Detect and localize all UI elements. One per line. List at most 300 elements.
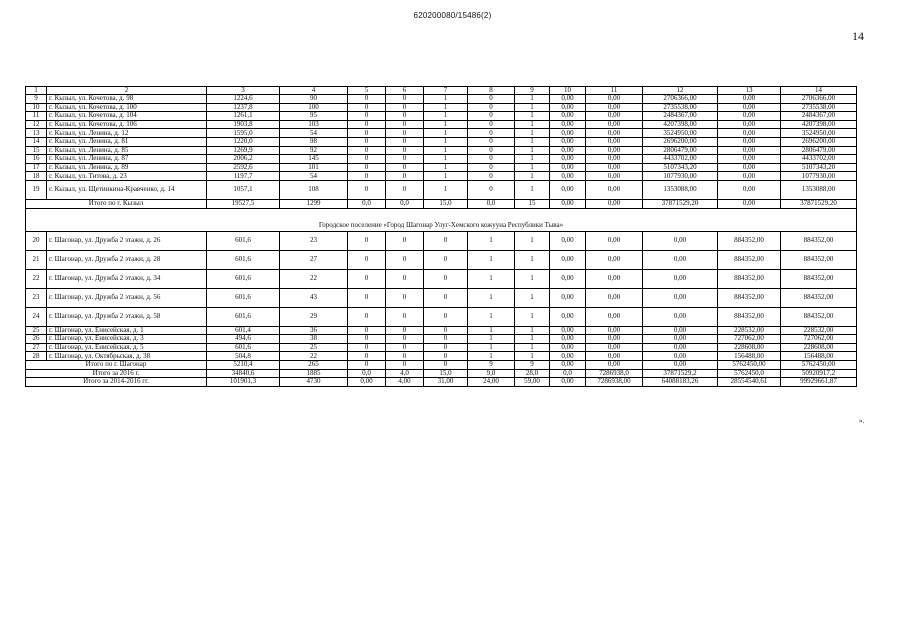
value-cell: 0: [348, 163, 386, 172]
value-cell: 601,6: [207, 343, 280, 352]
value-cell: 0: [424, 352, 468, 361]
total-value: 0,0: [348, 199, 386, 208]
row-number: 10: [26, 103, 47, 112]
value-cell: 0,00: [550, 146, 586, 155]
value-cell: 25: [280, 343, 348, 352]
value-cell: 2735538,00: [781, 103, 857, 112]
total-value: 0: [386, 360, 424, 369]
value-cell: 0,00: [643, 250, 718, 269]
total-value: 37871529,2: [643, 369, 718, 378]
address-cell: г. Шагонар, ул. Дружба 2 этажн, д. 58: [47, 307, 207, 326]
value-cell: 1: [468, 250, 515, 269]
total-row-shagonar: [26, 360, 857, 369]
value-cell: 1353088,00: [781, 180, 857, 199]
address-cell: г. Кызыл, ул. Ленина, д. 89: [47, 163, 207, 172]
value-cell: 0: [386, 343, 424, 352]
value-cell: 0,00: [550, 335, 586, 344]
column-header: 11: [586, 87, 643, 95]
total-value: 265: [280, 360, 348, 369]
value-cell: 1: [515, 120, 550, 129]
value-cell: 0,00: [586, 137, 643, 146]
value-cell: 1: [515, 95, 550, 104]
value-cell: 0: [386, 112, 424, 121]
total-value: 19527,5: [207, 199, 280, 208]
address-cell: г. Шагонар, ул. Енисейская, д. 5: [47, 343, 207, 352]
address-cell: г. Шагонар, ул. Дружба 2 этажн, д. 56: [47, 288, 207, 307]
section-title-row: [26, 208, 857, 231]
total-value: 31,00: [424, 378, 468, 387]
value-cell: 2696200,00: [781, 137, 857, 146]
total-value: 5210,4: [207, 360, 280, 369]
value-cell: 1: [424, 137, 468, 146]
row-number: 25: [26, 326, 47, 335]
column-header: 12: [643, 87, 718, 95]
value-cell: 1269,9: [207, 146, 280, 155]
value-cell: 0,00: [643, 307, 718, 326]
row-number: 17: [26, 163, 47, 172]
value-cell: 0: [424, 326, 468, 335]
value-cell: 1: [515, 172, 550, 181]
closing-quote-mark: ».: [859, 417, 865, 425]
value-cell: 1: [468, 269, 515, 288]
total-value: 34840,6: [207, 369, 280, 378]
total-value: 5762450,0: [718, 369, 781, 378]
row-number: 18: [26, 172, 47, 181]
value-cell: 0: [348, 307, 386, 326]
value-cell: 27: [280, 250, 348, 269]
value-cell: 0,00: [718, 172, 781, 181]
value-cell: 0,00: [586, 288, 643, 307]
table-row: [26, 120, 857, 129]
value-cell: 1: [424, 112, 468, 121]
section-title: Городское поселение «Город Шагонар Улуг-Хемского кожууна Республики Тыва»: [26, 208, 857, 231]
value-cell: 0: [386, 326, 424, 335]
value-cell: 0,00: [550, 172, 586, 181]
column-header: 1: [26, 87, 47, 95]
value-cell: 0: [348, 155, 386, 164]
address-cell: г. Кызыл, ул. Ленина, д. 81: [47, 137, 207, 146]
total-value: 4730: [280, 378, 348, 387]
address-cell: г. Кызыл, ул. Кочетова, д. 100: [47, 103, 207, 112]
value-cell: 5107343,20: [643, 163, 718, 172]
value-cell: 0,00: [718, 129, 781, 138]
total-value: 28554540,61: [718, 378, 781, 387]
value-cell: 228608,00: [781, 343, 857, 352]
value-cell: 2592,6: [207, 163, 280, 172]
value-cell: 0: [386, 137, 424, 146]
value-cell: 0: [386, 231, 424, 250]
column-header: 5: [348, 87, 386, 95]
value-cell: 1: [515, 103, 550, 112]
value-cell: 3524950,00: [643, 129, 718, 138]
row-number: 20: [26, 231, 47, 250]
value-cell: 0,00: [550, 352, 586, 361]
table-row: [26, 95, 857, 104]
value-cell: 1077930,00: [643, 172, 718, 181]
value-cell: 0,00: [586, 180, 643, 199]
value-cell: 1: [424, 120, 468, 129]
value-cell: 884352,00: [718, 307, 781, 326]
value-cell: 100: [280, 103, 348, 112]
total-value: 0,00: [586, 360, 643, 369]
value-cell: 0: [386, 307, 424, 326]
value-cell: 0: [386, 155, 424, 164]
total-value: 0,0: [550, 369, 586, 378]
row-number: 22: [26, 269, 47, 288]
table-row: [26, 129, 857, 138]
table-row: [26, 146, 857, 155]
column-header: 4: [280, 87, 348, 95]
row-number: 21: [26, 250, 47, 269]
total-row-kyzyl: [26, 199, 857, 208]
value-cell: 884352,00: [781, 307, 857, 326]
value-cell: 0: [424, 307, 468, 326]
value-cell: 1: [515, 269, 550, 288]
row-number: 23: [26, 288, 47, 307]
value-cell: 0,00: [586, 112, 643, 121]
value-cell: 1: [515, 163, 550, 172]
total-value: 15,0: [424, 199, 468, 208]
value-cell: 601,6: [207, 250, 280, 269]
column-header: 7: [424, 87, 468, 95]
value-cell: 108: [280, 180, 348, 199]
value-cell: 0: [348, 137, 386, 146]
value-cell: 1: [515, 129, 550, 138]
value-cell: 0: [348, 103, 386, 112]
total-value: 1885: [280, 369, 348, 378]
value-cell: 2484367,00: [643, 112, 718, 121]
value-cell: 0: [348, 172, 386, 181]
value-cell: 0,00: [550, 250, 586, 269]
value-cell: 0,00: [586, 269, 643, 288]
value-cell: 0,00: [718, 120, 781, 129]
address-cell: г. Шагонар, ул. Дружба 2 этажн, д. 26: [47, 231, 207, 250]
value-cell: 0: [348, 343, 386, 352]
address-cell: г. Шагонар, ул. Енисейская, д. 1: [47, 326, 207, 335]
total-row-2014-2016: [26, 378, 857, 387]
total-value: 50920917,2: [781, 369, 857, 378]
value-cell: 0: [348, 112, 386, 121]
value-cell: 0,00: [586, 343, 643, 352]
value-cell: 1903,8: [207, 120, 280, 129]
value-cell: 0: [386, 120, 424, 129]
total-value: 0,00: [643, 360, 718, 369]
value-cell: 0: [424, 250, 468, 269]
row-number: 13: [26, 129, 47, 138]
row-number: 27: [26, 343, 47, 352]
value-cell: 0,00: [550, 163, 586, 172]
value-cell: 92: [280, 146, 348, 155]
value-cell: 1: [515, 352, 550, 361]
value-cell: 0: [424, 343, 468, 352]
column-header: 14: [781, 87, 857, 95]
value-cell: 2706366,00: [781, 95, 857, 104]
value-cell: 0: [348, 269, 386, 288]
value-cell: 0,00: [643, 231, 718, 250]
value-cell: 1: [515, 307, 550, 326]
value-cell: 0: [468, 172, 515, 181]
value-cell: 0: [386, 172, 424, 181]
address-cell: г. Кызыл, ул. Кочетова, д. 106: [47, 120, 207, 129]
column-header: 6: [386, 87, 424, 95]
value-cell: 0,00: [586, 103, 643, 112]
value-cell: 0: [386, 288, 424, 307]
value-cell: 0,00: [586, 326, 643, 335]
value-cell: 1: [424, 146, 468, 155]
value-cell: 0,00: [586, 307, 643, 326]
address-cell: г. Шагонар, ул. Дружба 2 этажн, д. 34: [47, 269, 207, 288]
total-value: 28,0: [515, 369, 550, 378]
value-cell: 2696200,00: [643, 137, 718, 146]
value-cell: 43: [280, 288, 348, 307]
value-cell: 4433702,00: [781, 155, 857, 164]
value-cell: 1: [515, 155, 550, 164]
value-cell: 0: [468, 95, 515, 104]
value-cell: 1: [515, 146, 550, 155]
value-cell: 0,00: [586, 231, 643, 250]
value-cell: 0,00: [586, 129, 643, 138]
total-value: 0: [348, 360, 386, 369]
table-row: [26, 231, 857, 250]
table-row: [26, 335, 857, 344]
value-cell: 1: [515, 326, 550, 335]
total-value: 7286938,00: [586, 378, 643, 387]
value-cell: 0,00: [718, 112, 781, 121]
value-cell: 0,00: [643, 335, 718, 344]
value-cell: 0: [468, 180, 515, 199]
total-value: 24,00: [468, 378, 515, 387]
value-cell: 1: [468, 335, 515, 344]
value-cell: 884352,00: [718, 288, 781, 307]
value-cell: 0,00: [643, 269, 718, 288]
value-cell: 0,00: [643, 352, 718, 361]
value-cell: 54: [280, 172, 348, 181]
value-cell: 95: [280, 112, 348, 121]
value-cell: 0: [386, 129, 424, 138]
value-cell: 0: [468, 155, 515, 164]
value-cell: 0: [348, 288, 386, 307]
value-cell: 0: [468, 103, 515, 112]
value-cell: 1: [468, 343, 515, 352]
total-value: 15,0: [424, 369, 468, 378]
total-value: 0,0: [386, 199, 424, 208]
row-number: 11: [26, 112, 47, 121]
value-cell: 103: [280, 120, 348, 129]
value-cell: 156488,00: [781, 352, 857, 361]
address-cell: г. Кызыл, ул. Кочетова, д. 104: [47, 112, 207, 121]
row-number: 15: [26, 146, 47, 155]
value-cell: 0: [348, 180, 386, 199]
value-cell: 504,8: [207, 352, 280, 361]
value-cell: 1197,7: [207, 172, 280, 181]
address-cell: г. Шагонар, ул. Енисейская, д. 3: [47, 335, 207, 344]
value-cell: 0,00: [586, 163, 643, 172]
column-header: 8: [468, 87, 515, 95]
value-cell: 0,00: [586, 250, 643, 269]
value-cell: 2006,2: [207, 155, 280, 164]
value-cell: 0,00: [586, 352, 643, 361]
value-cell: 0,00: [550, 129, 586, 138]
value-cell: 228532,00: [718, 326, 781, 335]
document-id: 620200080/15486(2): [413, 11, 492, 20]
value-cell: 0,00: [718, 103, 781, 112]
value-cell: 1: [515, 288, 550, 307]
value-cell: 0,00: [550, 180, 586, 199]
total-value: 0,00: [586, 199, 643, 208]
table-row: [26, 112, 857, 121]
value-cell: 228608,00: [718, 343, 781, 352]
value-cell: 1: [515, 112, 550, 121]
value-cell: 0: [386, 352, 424, 361]
total-value: 9,0: [468, 369, 515, 378]
value-cell: 22: [280, 352, 348, 361]
value-cell: 601,6: [207, 307, 280, 326]
table-row: [26, 137, 857, 146]
value-cell: 0: [386, 103, 424, 112]
total-value: 0: [424, 360, 468, 369]
value-cell: 0: [468, 137, 515, 146]
value-cell: 0,00: [550, 326, 586, 335]
address-cell: г. Кызыл, ул. Ленина, д. 85: [47, 146, 207, 155]
table-row: [26, 269, 857, 288]
table-row: [26, 307, 857, 326]
value-cell: 90: [280, 95, 348, 104]
value-cell: 22: [280, 269, 348, 288]
table-row: [26, 343, 857, 352]
value-cell: 0,00: [586, 335, 643, 344]
value-cell: 156488,00: [718, 352, 781, 361]
value-cell: 0: [468, 146, 515, 155]
total-value: 9: [468, 360, 515, 369]
total-value: 0,0: [348, 369, 386, 378]
value-cell: 0,00: [586, 172, 643, 181]
value-cell: 0: [424, 335, 468, 344]
value-cell: 0,00: [550, 231, 586, 250]
value-cell: 1: [424, 172, 468, 181]
value-cell: 0: [386, 146, 424, 155]
value-cell: 1: [424, 103, 468, 112]
value-cell: 1077930,00: [781, 172, 857, 181]
value-cell: 36: [280, 326, 348, 335]
total-value: 0,00: [550, 360, 586, 369]
value-cell: 884352,00: [718, 269, 781, 288]
total-label: Итого по г. Шагонар: [26, 360, 207, 369]
total-value: 5762450,00: [781, 360, 857, 369]
total-value: 37871529,20: [643, 199, 718, 208]
value-cell: 1224,6: [207, 95, 280, 104]
column-header: 10: [550, 87, 586, 95]
value-cell: 0: [348, 326, 386, 335]
total-value: 59,00: [515, 378, 550, 387]
value-cell: 1: [468, 288, 515, 307]
table-row: [26, 103, 857, 112]
value-cell: 0: [348, 146, 386, 155]
value-cell: 2735538,00: [643, 103, 718, 112]
value-cell: 1: [515, 231, 550, 250]
total-value: 99929661,87: [781, 378, 857, 387]
value-cell: 884352,00: [781, 269, 857, 288]
row-number: 19: [26, 180, 47, 199]
value-cell: 0,00: [550, 137, 586, 146]
value-cell: 0,00: [718, 146, 781, 155]
value-cell: 0,00: [718, 95, 781, 104]
value-cell: 1: [515, 335, 550, 344]
table-row: [26, 172, 857, 181]
value-cell: 1: [424, 95, 468, 104]
value-cell: 0: [468, 112, 515, 121]
value-cell: 1595,0: [207, 129, 280, 138]
value-cell: 0: [348, 250, 386, 269]
value-cell: 0: [386, 335, 424, 344]
total-value: 7286938,0: [586, 369, 643, 378]
value-cell: 1220,0: [207, 137, 280, 146]
address-cell: г. Кызыл, ул. Ленина, д. 12: [47, 129, 207, 138]
value-cell: 0,00: [718, 163, 781, 172]
row-number: 16: [26, 155, 47, 164]
table-row: [26, 288, 857, 307]
value-cell: 1: [424, 129, 468, 138]
value-cell: 0,00: [643, 343, 718, 352]
value-cell: 0: [348, 95, 386, 104]
value-cell: 1: [468, 231, 515, 250]
total-value: 37871529,20: [781, 199, 857, 208]
address-cell: г. Шагонар, ул. Октябрьская, д. 38: [47, 352, 207, 361]
total-value: 4,00: [386, 378, 424, 387]
column-header: 3: [207, 87, 280, 95]
value-cell: 1057,1: [207, 180, 280, 199]
table-row: [26, 180, 857, 199]
value-cell: 1: [515, 137, 550, 146]
column-header: 9: [515, 87, 550, 95]
value-cell: 0,00: [643, 288, 718, 307]
value-cell: 54: [280, 129, 348, 138]
value-cell: 601,6: [207, 231, 280, 250]
total-value: 64088183,26: [643, 378, 718, 387]
value-cell: 727062,00: [781, 335, 857, 344]
address-cell: г. Кызыл, ул. Титова, д. 23: [47, 172, 207, 181]
value-cell: 0,00: [550, 269, 586, 288]
value-cell: 228532,00: [781, 326, 857, 335]
value-cell: 884352,00: [781, 250, 857, 269]
value-cell: 884352,00: [781, 231, 857, 250]
value-cell: 0,00: [586, 146, 643, 155]
value-cell: 101: [280, 163, 348, 172]
value-cell: 1237,8: [207, 103, 280, 112]
value-cell: 0,00: [718, 155, 781, 164]
value-cell: 601,4: [207, 326, 280, 335]
value-cell: 1: [515, 343, 550, 352]
table-row: [26, 352, 857, 361]
value-cell: 1353088,00: [643, 180, 718, 199]
value-cell: 4433702,00: [643, 155, 718, 164]
value-cell: 0: [386, 180, 424, 199]
value-cell: 0: [468, 129, 515, 138]
total-value: 4,0: [386, 369, 424, 378]
row-number: 26: [26, 335, 47, 344]
column-header: 2: [47, 87, 207, 95]
value-cell: 0: [348, 231, 386, 250]
table-row: [26, 250, 857, 269]
row-number: 24: [26, 307, 47, 326]
value-cell: 2706366,00: [643, 95, 718, 104]
value-cell: 2484367,00: [781, 112, 857, 121]
total-value: 0,00: [718, 199, 781, 208]
table-row: [26, 155, 857, 164]
total-value: 1299: [280, 199, 348, 208]
total-value: 0,0: [468, 199, 515, 208]
value-cell: 0,00: [586, 95, 643, 104]
total-value: 15: [515, 199, 550, 208]
